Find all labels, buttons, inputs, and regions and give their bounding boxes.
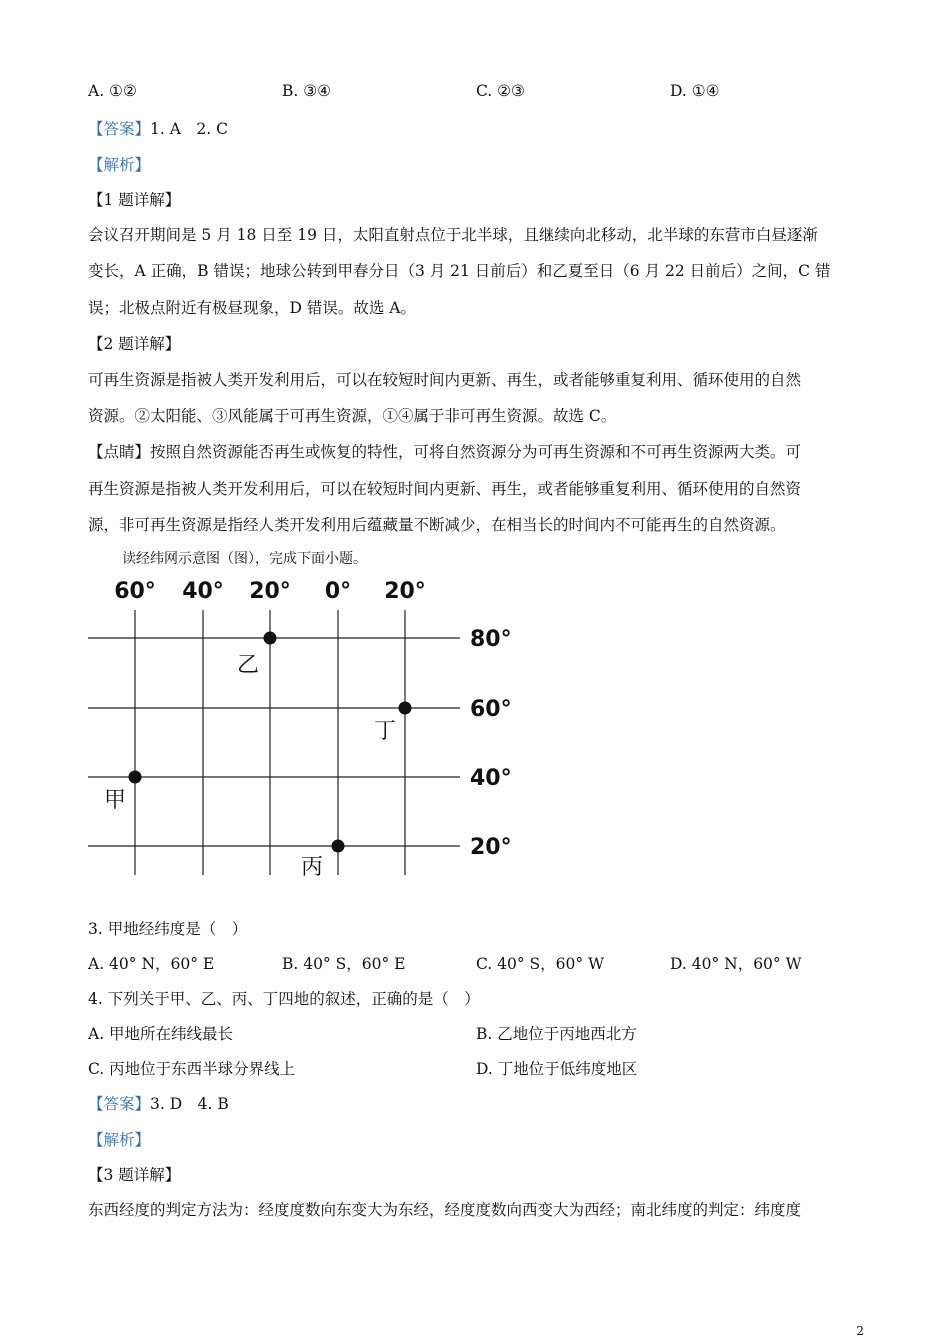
longitude-label: 60° [114,579,156,604]
latitude-label: 60° [470,697,512,722]
latitude-label: 20° [470,835,512,860]
tip-line-3: 源，非可再生资源是指经人类开发利用后蕴藏量不断减少，在相当长的时间内不可能再生的自然资源。 [88,516,786,534]
q4-option-a: A. 甲地所在纬线最长 [88,1025,234,1043]
paragraph-1-line-3: 误；北极点附近有极昼现象，D 错误。故选 A。 [88,299,416,317]
q3-option-d: D. 40° N，60° W [670,955,802,973]
q3-option-b: B. 40° S，60° E [282,955,406,973]
detail-heading-2: 【2 题详解】 [88,335,181,353]
point-marker [129,771,142,784]
longitude-label: 40° [182,579,224,604]
point-label: 丙 [300,855,324,880]
tip-line-1 [88,440,801,462]
point-marker [332,840,345,853]
lat-lon-grid-map [0,570,950,910]
analysis-heading-2: 【解析】 [88,1131,151,1149]
answer-text-2: 3. D 4. B [150,1095,229,1113]
question-3-stem: 3. 甲地经纬度是（ ） [88,920,248,938]
answer-text: 1. A 2. C [150,120,229,138]
option-b-prev: B. ③④ [282,82,332,100]
analysis-heading-1: 【解析】 [88,156,151,174]
q3-option-a: A. 40° N，60° E [88,955,215,973]
tip-text: 按照自然资源能否再生或恢复的特性，可将自然资源分为可再生资源和不可再生资源两大类。可 [150,443,802,461]
paragraph-1-line-2: 变长，A 正确，B 错误；地球公转到甲春分日（3 月 21 日前后）和乙夏至日（6 月 22 日前后）之间，C 错 [88,262,831,280]
point-marker [264,632,277,645]
longitude-label: 20° [249,579,291,604]
answer-line-1 [88,117,228,139]
point-label: 甲 [103,788,127,813]
latitude-label: 80° [470,627,512,652]
answer-line-2 [88,1092,229,1114]
option-d-prev: D. ①④ [670,82,720,100]
paragraph-1-line-1: 会议召开期间是 5 月 18 日至 19 日，太阳直射点位于北半球，且继续向北移动，北半球的东营市白昼逐渐 [88,226,818,244]
answer-tag: 【答案】 [88,120,151,138]
q4-option-d: D. 丁地位于低纬度地区 [476,1060,638,1078]
paragraph-2-line-1: 可再生资源是指被人类开发利用后，可以在较短时间内更新、再生，或者能够重复利用、循环使用的自然 [88,371,802,389]
question-4-stem: 4. 下列关于甲、乙、丙、丁四地的叙述，正确的是（ ） [88,990,480,1008]
point-marker [399,702,412,715]
longitude-label: 0° [324,579,352,604]
latitude-label: 40° [470,766,512,791]
answer-tag-2: 【答案】 [88,1095,151,1113]
detail-heading-1: 【1 题详解】 [88,191,181,209]
detail-heading-3: 【3 题详解】 [88,1166,181,1184]
paragraph-2-line-2: 资源。②太阳能、③风能属于可再生资源，①④属于非可再生资源。故选 C。 [88,407,617,425]
q3-option-c: C. 40° S，60° W [476,955,605,973]
map-caption: 读经纬网示意图（图），完成下面小题。 [122,551,367,567]
point-label: 丁 [373,719,397,744]
tip-tag: 【点睛】 [88,443,151,461]
option-a-prev: A. ①② [88,82,137,100]
paragraph-3-line-1: 东西经度的判定方法为：经度度数向东变大为东经，经度度数向西变大为西经；南北纬度的判定：纬度度 [88,1201,802,1219]
q4-option-c: C. 丙地位于东西半球分界线上 [88,1060,296,1078]
point-label: 乙 [236,653,260,678]
page-number: 2 [856,1324,864,1338]
q4-option-b: B. 乙地位于丙地西北方 [476,1025,637,1043]
option-c-prev: C. ②③ [476,82,525,100]
tip-line-2: 再生资源是指被人类开发利用后，可以在较短时间内更新、再生，或者能够重复利用、循环使用的自然资 [88,480,802,498]
longitude-label: 20° [384,579,426,604]
